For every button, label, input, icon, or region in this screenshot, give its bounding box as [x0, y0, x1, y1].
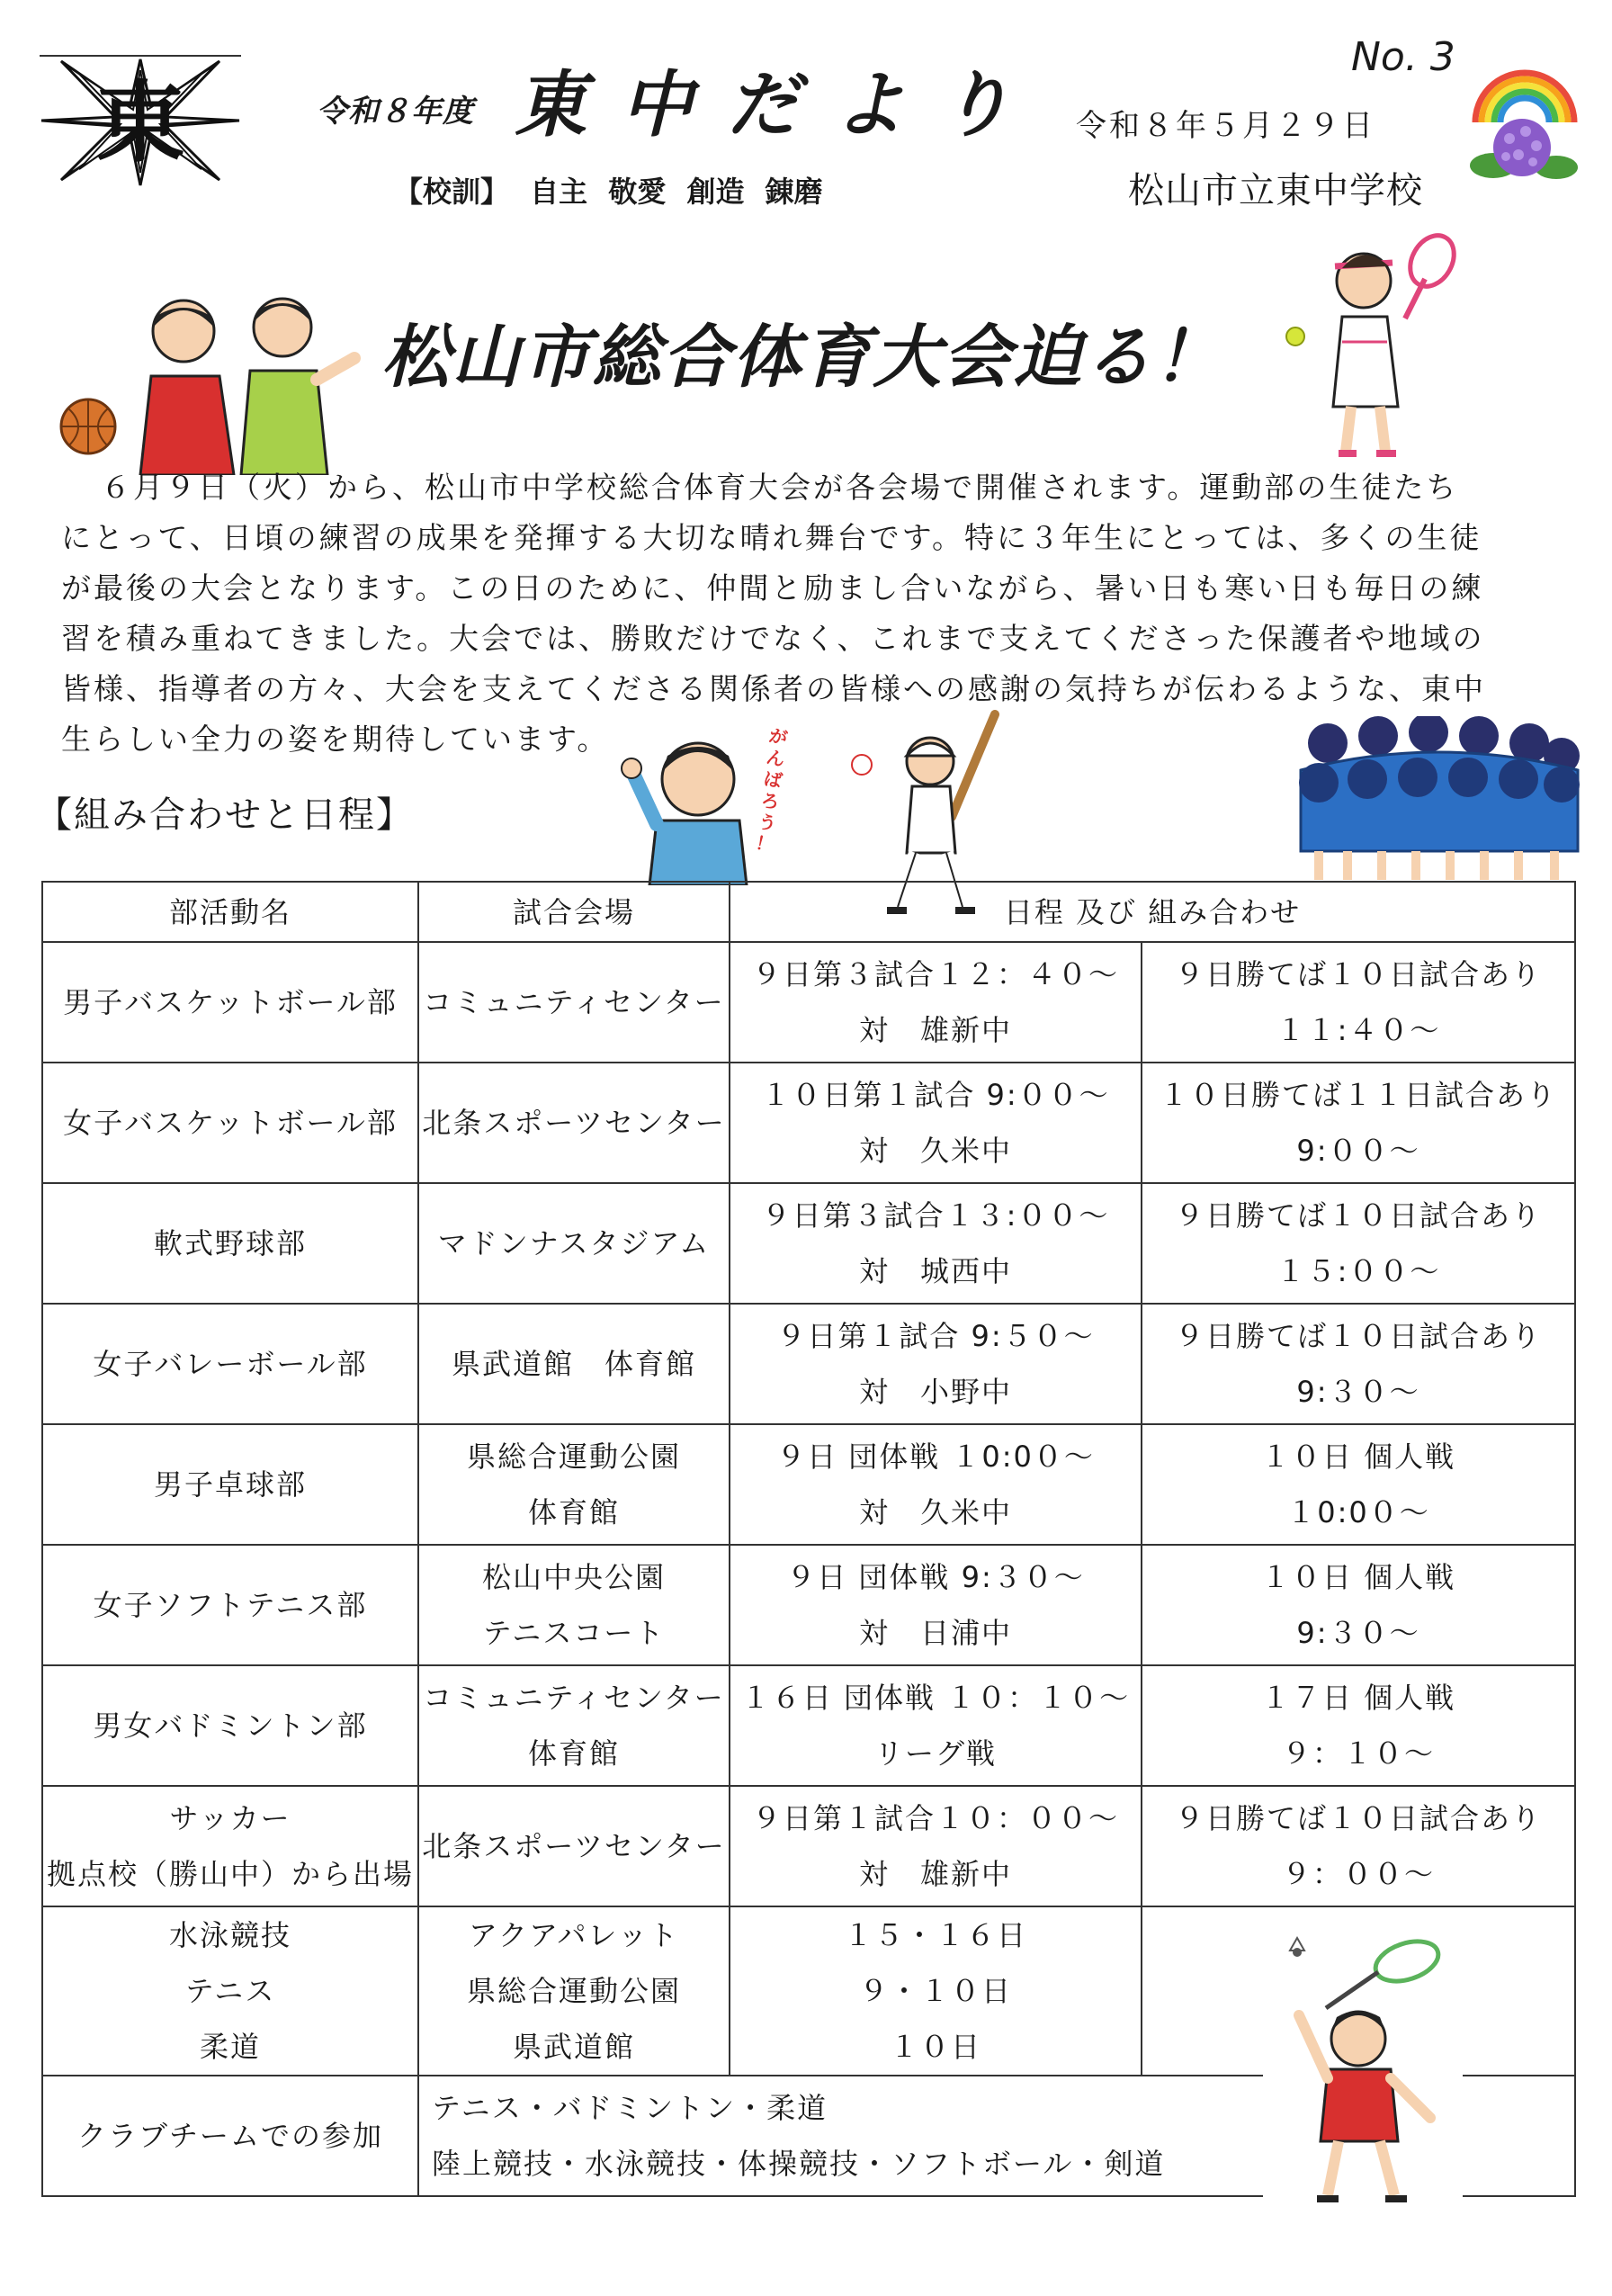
table-row [42, 1183, 1575, 1304]
svg-text:がんばろう！: がんばろう！ [753, 723, 790, 857]
table-row [42, 942, 1575, 1063]
schedule-cell [1142, 1424, 1575, 1545]
schedule-line: １６日 団体戦 １０：１０～ [740, 1681, 1131, 1715]
event-date: １５・１６日 [843, 1918, 1027, 1952]
venue-cell [418, 1183, 730, 1304]
schedule-cell [730, 1424, 1142, 1545]
venue-name: 北条スポーツセンター [422, 1829, 726, 1863]
article-headline: 松山市総合体育大会迫る！ [381, 317, 1223, 397]
paragraph-line: ６月９日（火）から、松山市中学校総合体育大会が各会場で開催されます。運動部の生徒たち [101, 470, 1459, 505]
schedule-line: ９日勝てば１０日試合あり [1175, 1319, 1543, 1353]
school-motto [394, 169, 834, 211]
table-row [42, 1545, 1575, 1665]
club-name: 拠点校（勝山中）から出場 [46, 1857, 414, 1891]
motto-item: 創造 [686, 175, 745, 209]
date-cell [730, 1906, 1142, 2076]
schedule-cell [1142, 1545, 1575, 1665]
schedule-line: ９日第１試合１０：００～ [751, 1801, 1119, 1835]
school-name: 松山市立東中学校 [1128, 170, 1423, 211]
schedule-line: １５:００～ [1276, 1254, 1441, 1288]
club-cell [42, 942, 418, 1063]
club-cell [42, 1183, 418, 1304]
schedule-cell [730, 1304, 1142, 1424]
club-team-label: クラブチームでの参加 [42, 2076, 418, 2196]
schedule-line: ９日勝てば１０日試合あり [1175, 1801, 1543, 1835]
club-name: 男子バスケットボール部 [63, 985, 398, 1019]
schedule-cell [730, 1545, 1142, 1665]
schedule-cell [730, 1063, 1142, 1183]
column-header-schedule: 日程 及び 組み合わせ [730, 882, 1575, 942]
club-cell [42, 1304, 418, 1424]
schedule-cell [730, 1183, 1142, 1304]
schedule-line: 対 小野中 [858, 1375, 1012, 1409]
venue-name: 県武道館 体育館 [451, 1347, 696, 1381]
motto-label: 【校訓】 [394, 175, 510, 209]
club-cell [42, 1545, 418, 1665]
schedule-line: ９日 団体戦 １0:0０～ [776, 1439, 1095, 1474]
venue-name: コミュニティセンター [423, 985, 725, 1019]
club-cell [42, 1665, 418, 1786]
tennis-player-illustration [1270, 230, 1477, 461]
section-title: 【組み合わせと日程】 [36, 794, 414, 836]
club-name: 軟式野球部 [153, 1226, 307, 1260]
venue-name: 北条スポーツセンター [422, 1106, 726, 1140]
paragraph-line: 皆様、指導者の方々、大会を支えてくださる関係者の皆様への感謝の気持ちが伝わるような、東中 [61, 671, 1486, 706]
schedule-cell [1142, 1304, 1575, 1424]
schedule-line: １７日 個人戦 [1260, 1681, 1456, 1715]
motto-item: 錬磨 [765, 175, 823, 209]
schedule-line: １0:0０～ [1286, 1495, 1430, 1529]
venue-cell [418, 1545, 730, 1665]
venue-cell [418, 1786, 730, 1906]
paragraph-line: 習を積み重ねてきました。大会では、勝敗だけでなく、これまで支えてくださった保護者や地域の [61, 621, 1485, 656]
club-name: サッカー [169, 1801, 291, 1835]
club-cell [42, 1063, 418, 1183]
club-cell [42, 1786, 418, 1906]
schedule-line: 9:００～ [1296, 1134, 1420, 1168]
schedule-line: 対 日浦中 [858, 1616, 1012, 1650]
badminton-player-illustration [1263, 1925, 1463, 2208]
svg-text:東: 東 [95, 72, 185, 175]
club-cell [42, 1906, 418, 2076]
motto-item: 敬愛 [608, 175, 667, 209]
venue-name: 体育館 [527, 1736, 620, 1771]
schedule-line: ９日第３試合１３:００～ [761, 1198, 1110, 1233]
schedule-line: 9:３０～ [1296, 1375, 1420, 1409]
venue-cell [418, 942, 730, 1063]
schedule-cell [1142, 1786, 1575, 1906]
table-row [42, 1424, 1575, 1545]
event-date: １０日 [889, 2030, 981, 2064]
schedule-line: ９日勝てば１０日試合あり [1175, 1198, 1543, 1233]
venue-name: アクアパレット [468, 1918, 680, 1952]
venue-cell [418, 1665, 730, 1786]
venue-cell [418, 1424, 730, 1545]
schedule-line: ９：１０～ [1282, 1736, 1436, 1771]
table-row [42, 1665, 1575, 1786]
paragraph-line: 生らしい全力の姿を期待しています。 [61, 722, 610, 757]
issue-date: 令和８年５月２９日 [1076, 108, 1375, 144]
venue-name: 県総合運動公園 [466, 1974, 681, 2008]
venue-cell [418, 1063, 730, 1183]
schedule-line: ９日勝てば１０日試合あり [1175, 957, 1543, 991]
venue-name: コミュニティセンター [423, 1681, 725, 1715]
schedule-line: リーグ戦 [873, 1736, 997, 1771]
schedule-cell [730, 1665, 1142, 1786]
venue-name: 県武道館 [512, 2030, 635, 2064]
club-name: 柔道 [199, 2030, 261, 2064]
schedule-cell [730, 942, 1142, 1063]
basketball-players-illustration [58, 295, 363, 475]
fiscal-year: 令和８年度 [317, 94, 474, 130]
schedule-line: １０日 個人戦 [1260, 1560, 1456, 1594]
schedule-line: 対 城西中 [858, 1254, 1012, 1288]
column-header-venue: 試合会場 [418, 882, 730, 942]
schedule-line: 対 雄新中 [858, 1857, 1012, 1891]
schedule-line: 対 久米中 [858, 1495, 1012, 1529]
table-header-row [42, 882, 1575, 942]
club-name: 女子バレーボール部 [93, 1347, 368, 1381]
event-date: ９・１０日 [858, 1974, 1012, 2008]
venue-name: 県総合運動公園 [466, 1439, 681, 1474]
schedule-cell [1142, 942, 1575, 1063]
schedule-line: ９：００～ [1282, 1857, 1436, 1891]
club-name: 女子バスケットボール部 [63, 1106, 398, 1140]
school-logo [40, 54, 241, 187]
schedule-line: 対 雄新中 [858, 1013, 1012, 1047]
table-row [42, 1304, 1575, 1424]
schedule-line: ９日第１試合 9:５０～ [776, 1319, 1095, 1353]
table-row [42, 1063, 1575, 1183]
schedule-line: 対 久米中 [858, 1134, 1012, 1168]
venue-cell [418, 1906, 730, 2076]
issue-number: No. 3 [1351, 34, 1455, 80]
schedule-line: １０日 個人戦 [1260, 1439, 1456, 1474]
schedule-line: ９日第３試合１２：４０～ [751, 957, 1119, 991]
venue-name: 体育館 [527, 1495, 620, 1529]
team-huddle-illustration [1292, 716, 1583, 887]
table-row [42, 1786, 1575, 1906]
club-team-line: テニス・バドミントン・柔道 [432, 2091, 828, 2125]
club-cell [42, 1424, 418, 1545]
club-name: 水泳競技 [168, 1918, 291, 1952]
club-team-line: 陸上競技・水泳競技・体操競技・ソフトボール・剣道 [432, 2147, 1166, 2181]
club-name: 男女バドミントン部 [93, 1709, 368, 1743]
venue-name: 松山中央公園 [481, 1560, 666, 1594]
schedule-line: ９日 団体戦 9:３０～ [786, 1560, 1085, 1594]
newsletter-title: 東中だより [515, 63, 1045, 147]
paragraph-line: が最後の大会となります。この日のために、仲間と励まし合いながら、暑い日も寒い日も毎日の練 [61, 570, 1484, 605]
schedule-cell [1142, 1665, 1575, 1786]
schedule-cell [1142, 1183, 1575, 1304]
schedule-cell [730, 1786, 1142, 1906]
club-name: 女子ソフトテニス部 [93, 1588, 368, 1622]
club-name: 男子卓球部 [153, 1467, 307, 1502]
venue-name: マドンナスタジアム [437, 1226, 711, 1260]
rainbow-hydrangea-icon [1466, 59, 1583, 185]
column-header-club: 部活動名 [42, 882, 418, 942]
schedule-line: 9:３０～ [1296, 1616, 1420, 1650]
cheering-boy-illustration [621, 720, 797, 885]
venue-name: テニスコート [482, 1616, 666, 1650]
schedule-line: １０日第１試合 9:００～ [761, 1078, 1110, 1112]
motto-item: 自主 [530, 175, 588, 209]
schedule-line: １１:４０～ [1276, 1013, 1441, 1047]
venue-cell [418, 1304, 730, 1424]
schedule-cell [1142, 1063, 1575, 1183]
paragraph-line: にとって、日頃の練習の成果を発揮する大切な晴れ舞台です。特に３年生にとっては、多くの生徒 [61, 520, 1482, 555]
schedule-line: １０日勝てば１１日試合あり [1160, 1078, 1558, 1112]
club-name: テニス [184, 1974, 276, 2008]
